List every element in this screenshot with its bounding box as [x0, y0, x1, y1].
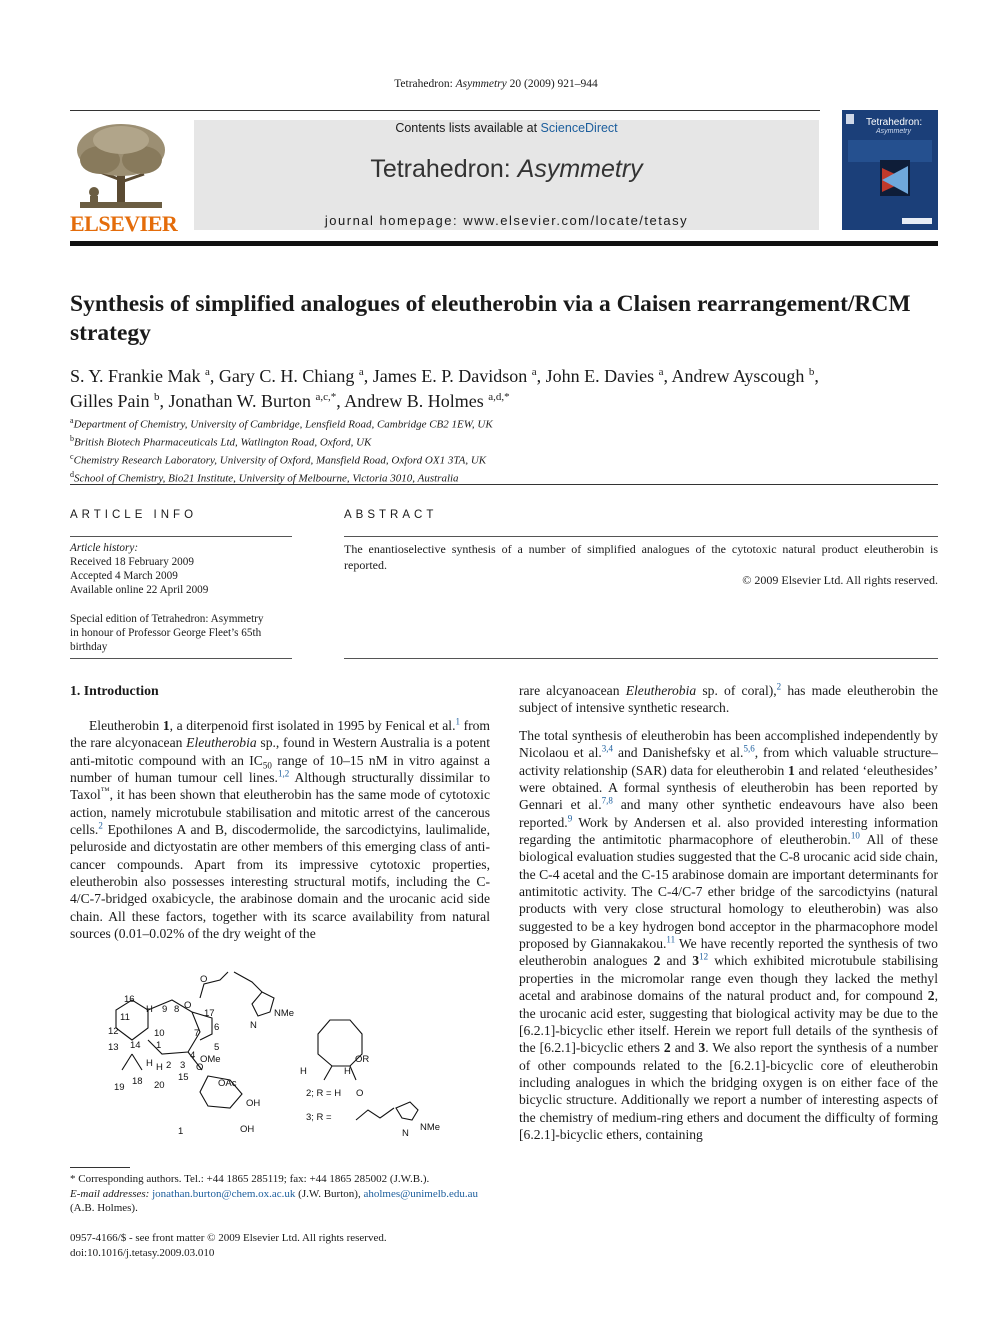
structure-label: 7: [194, 1028, 200, 1039]
citation-ref[interactable]: 7,8: [601, 795, 613, 806]
structure-label: O: [196, 1062, 204, 1073]
intro-paragraph-2: The total synthesis of eleutherobin has been accomplished independently by Nicolaou et al.$^{3,4}$ and Danishefsky et al.$^{5,6}$, from which valuable structure–activity relationship (SAR) data for eleutherobin 1 and related ‘eleuthesides’ were obtained. A formal synthesis of eleutherobin has been reported by Gennari et al.$^{7,8}$ and many other synthetic endeavours have also been reported.$^9$ Work by Andersen et al. also provided interesting information regarding the antimitotic pharmacophore of eleutherobin.$^{10}$ All of these biological evaluation studies suggested that the C-8 urocanic acid side chain, the C-4 acetal and the C-15 arabinose domain are important determinants for antimitotic activity. The C-4/C-7 ether bridge of the sarcodictyins (natural products with very close structural homology to eleutherobin) was also suggested to be a key hydrogen bond acceptor in the pharmacophore model proposed by Giannakakou.$^{11}$ We have recently reported the synthesis of two eleutherobin analogues 2 and $3^{12}$ which exhibited microtubule stabilising properties in the micromolar range even though they lacked the methyl acetal and arabinose domains of the natural product and, for compound 2, the urocanic acid ester, suggesting that biological activity may be due to the [6.2.1]-bicyclic ether itself. Herein we report full details of the synthesis of the [6.2.1]-bicyclic ethers 2 and 3. We also report the synthesis of a number of other compounds related to the [6.2.1]-bicyclic core of eleutherobin including analogues in which the bridging oxygen is on either face of the bicyclic structure. Additionally we report a number of interesting aspects of the chemistry of medium-ring ethers and document the difficulty of forming [6.2.1]-bicyclic ethers, containing: [519, 728, 938, 1142]
author-affiliation-marker[interactable]: a: [358, 366, 364, 378]
email-link-burton[interactable]: jonathan.burton@chem.ox.ac.uk: [152, 1187, 296, 1200]
structure-label: 6: [214, 1022, 220, 1033]
author-name: Andrew Ayscough: [671, 366, 805, 386]
structure-label: 18: [132, 1076, 143, 1087]
cover-title: Tetrahedron:: [866, 117, 923, 128]
author-name: Jonathan W. Burton: [168, 391, 311, 411]
structure-label: 11: [120, 1012, 130, 1023]
author-affiliation-marker[interactable]: a: [531, 366, 537, 378]
structure-label: 2: [166, 1060, 172, 1071]
structure-label: H: [146, 1058, 153, 1069]
abstract-heading: ABSTRACT: [344, 509, 438, 521]
structure-label: H: [146, 1004, 153, 1015]
structure-label: 19: [114, 1082, 125, 1093]
structure-label: 20: [154, 1080, 165, 1091]
citation-ref[interactable]: 9: [567, 813, 573, 824]
corresponding-author-footnote: * Corresponding authors. Tel.: +44 1865 285119; fax: +44 1865 285002 (J.W.B.). E-mail addresses: jonathan.burton@chem.ox.ac.uk (J.W. Burton), aholmes@unimelb.edu.au (A.B. Holmes).: [70, 1173, 479, 1214]
abstract-rule-top: [344, 536, 938, 537]
author-name: Gilles Pain: [70, 391, 150, 411]
author-name: John E. Davies: [545, 366, 655, 386]
sciencedirect-link[interactable]: ScienceDirect: [540, 121, 618, 135]
author-name: James E. P. Davidson: [372, 366, 528, 386]
intro-paragraph-1-continued: rare alcyanoacean Eleutherobia sp. of coral),$^2$ has made eleutherobin the subject of intensive synthetic research.: [519, 681, 939, 716]
email-link-holmes[interactable]: aholmes@unimelb.edu.au: [363, 1187, 479, 1200]
structure-label: 16: [124, 994, 135, 1005]
structure-label: N: [402, 1128, 409, 1139]
article-info-rule-top: [70, 536, 292, 537]
article-history: Article history: Received 18 February 2009 Accepted 4 March 2009 Available online 22 April 2009: [70, 541, 292, 597]
citation-ref[interactable]: 3,4: [601, 743, 614, 754]
affiliation-list: [70, 414, 930, 485]
header-rule: [70, 110, 820, 111]
received-date: Received 18 February 2009: [70, 556, 194, 568]
author-affiliation-marker[interactable]: b: [154, 391, 160, 403]
structure-label: H: [156, 1062, 163, 1073]
structure-label: N: [250, 1020, 257, 1031]
journal-homepage[interactable]: journal homepage: www.elsevier.com/locate/tetasy: [324, 213, 689, 228]
structure-label: 12: [108, 1026, 119, 1037]
affiliation: $^c$Chemistry Research Laboratory, University of Oxford, Mansfield Road, Oxford OX1 3TA, UK: [70, 451, 487, 467]
structure-label: O: [200, 974, 208, 985]
structure-label: NMe: [420, 1122, 441, 1133]
author-name: S. Y. Frankie Mak: [70, 366, 201, 386]
abstract-text: The enantioselective synthesis of a number of simplified analogues of the cytotoxic natural product eleutherobin is reported.: [344, 542, 938, 572]
issn-doi-block: [70, 1231, 490, 1260]
author-affiliation-marker[interactable]: a: [205, 366, 210, 378]
structure-label: 14: [130, 1040, 141, 1051]
author-name: Gary C. H. Chiang: [218, 366, 355, 386]
citation-ref[interactable]: 12: [699, 951, 709, 962]
author-affiliation-marker[interactable]: b: [808, 366, 815, 378]
elsevier-wordmark: ELSEVIER: [70, 211, 178, 236]
citation-ref[interactable]: 5,6: [743, 743, 755, 754]
citation-ref[interactable]: 2: [98, 820, 103, 831]
structure-label: OH: [240, 1124, 255, 1135]
structure-label: 1: [156, 1040, 162, 1051]
section-heading-introduction: 1. Introduction: [70, 683, 159, 698]
affiliation: $^a$Department of Chemistry, University of Cambridge, Lensfield Road, Cambridge CB2 1EW, UK: [70, 416, 493, 431]
accepted-date: Accepted 4 March 2009: [70, 570, 178, 582]
footnote-rule: [70, 1167, 130, 1168]
cover-subtitle: Asymmetry: [876, 128, 911, 135]
online-date: Available online 22 April 2009: [70, 584, 209, 596]
structure-label: 15: [178, 1072, 189, 1083]
structure-label: OMe: [200, 1054, 221, 1065]
structure-label: 3; R =: [306, 1112, 332, 1123]
structure-label: O: [356, 1088, 364, 1099]
header-thick-rule: [70, 241, 938, 246]
affiliation: $^b$British Biotech Pharmaceuticals Ltd, Watlington Road, Oxford, UK: [70, 433, 372, 449]
author-name: Andrew B. Holmes: [344, 391, 484, 411]
structure-label: OAc: [218, 1078, 237, 1089]
citation-ref[interactable]: 1: [455, 716, 460, 727]
structure-label: 3: [180, 1060, 186, 1071]
structure-label: H: [344, 1066, 351, 1077]
title-rule: [70, 484, 938, 485]
structure-label: 1: [178, 1126, 184, 1137]
structure-label: 9: [162, 1004, 168, 1015]
citation-ref[interactable]: 1,2: [277, 768, 290, 779]
front-matter-notice: 0957-4166/$ - see front matter © 2009 Elsevier Ltd. All rights reserved.: [70, 1232, 387, 1244]
structure-label: 2; R = H: [306, 1088, 342, 1099]
structure-label: 10: [154, 1028, 165, 1039]
structure-label: H: [300, 1066, 307, 1077]
author-affiliation-marker[interactable]: a,c,*: [315, 391, 337, 403]
eleutherobin-skeleton: [116, 972, 418, 1120]
citation-ref[interactable]: 10: [850, 830, 860, 841]
structure-label: 4: [190, 1050, 196, 1061]
structure-label: 8: [174, 1004, 180, 1015]
citation-ref[interactable]: 11: [666, 934, 676, 945]
structure-label: NMe: [274, 1008, 295, 1019]
structure-label: 17: [204, 1008, 215, 1019]
structure-label: 13: [108, 1042, 119, 1053]
article-info-rule-bottom: [70, 658, 292, 659]
author-affiliation-marker[interactable]: a: [658, 366, 664, 378]
citation-ref[interactable]: 2: [776, 681, 782, 692]
author-affiliation-marker[interactable]: a,d,*: [488, 391, 510, 403]
doi-link[interactable]: doi:10.1016/j.tetasy.2009.03.010: [70, 1246, 215, 1259]
article-title: Synthesis of simplified analogues of eleutherobin via a Claisen rearrangement/RCM strategy: [70, 291, 911, 346]
special-edition-note: Special edition of Tetrahedron: Asymmetry in honour of Professor George Fleet’s 65th birthday: [70, 613, 264, 653]
contents-line: Contents lists available at ScienceDirect: [395, 121, 618, 135]
article-info-heading: ARTICLE INFO: [70, 509, 198, 521]
structure-label: 5: [214, 1042, 220, 1053]
affiliation: $^d$School of Chemistry, Bio21 Institute, University of Melbourne, Victoria 3010, Australia: [70, 469, 459, 485]
chemical-structures-figure: [100, 970, 490, 1140]
journal-citation: Tetrahedron: Asymmetry 20 (2009) 921–944: [394, 78, 598, 90]
abstract-rule-bottom: [344, 658, 938, 659]
structure-label: O: [184, 1000, 192, 1011]
abstract-copyright: © 2009 Elsevier Ltd. All rights reserved.: [742, 573, 938, 587]
intro-paragraph-1: Eleutherobin 1, a diterpenoid first isolated in 1995 by Fenical et al.$^1$ from the rare alcyonacean Eleutherobia sp., found in Western Australia is a potent anti-mitotic compound with an $IC_{50}$ range of 10–15 nM in vitro against a number of human tumour cell lines.$^{1,2}$ Although structurally dissimilar to Taxol™, it has been shown that eleutherobin has the same mode of cytotoxic action, namely microtubule stabilisation and mitotic arrest of the cancerous cells.$^2$ Epothilones A and B, discodermolide, the sarcodictyins, laulimalide, peluroside and dictyostatin are other members of this emerging class of anti-cancer compounds. Apart from its impressive cytotoxic properties, eleutherobin also possesses interesting structural motifs, including the C-4/C-7-bridged oxabicycle, the arabinose domain and the urocanic acid side chain. All these factors, together with its scarce availability from natural sources (0.01–0.02% of the dry weight of the: [70, 716, 491, 942]
journal-name: Tetrahedron: Asymmetry: [370, 155, 643, 183]
structure-label: OR: [355, 1054, 370, 1065]
structure-label: OH: [246, 1098, 261, 1109]
author-list: S. Y. Frankie Mak $^a$, Gary C. H. Chiang $^a$, James E. P. Davidson $^a$, John E. Davies $^a$, Andrew Ayscough $^b$, Gilles Pain $^b$, Jonathan W. Burton $^{a,c,*}$, Andrew B. Holmes $^{a,d,*}$: [70, 366, 819, 411]
